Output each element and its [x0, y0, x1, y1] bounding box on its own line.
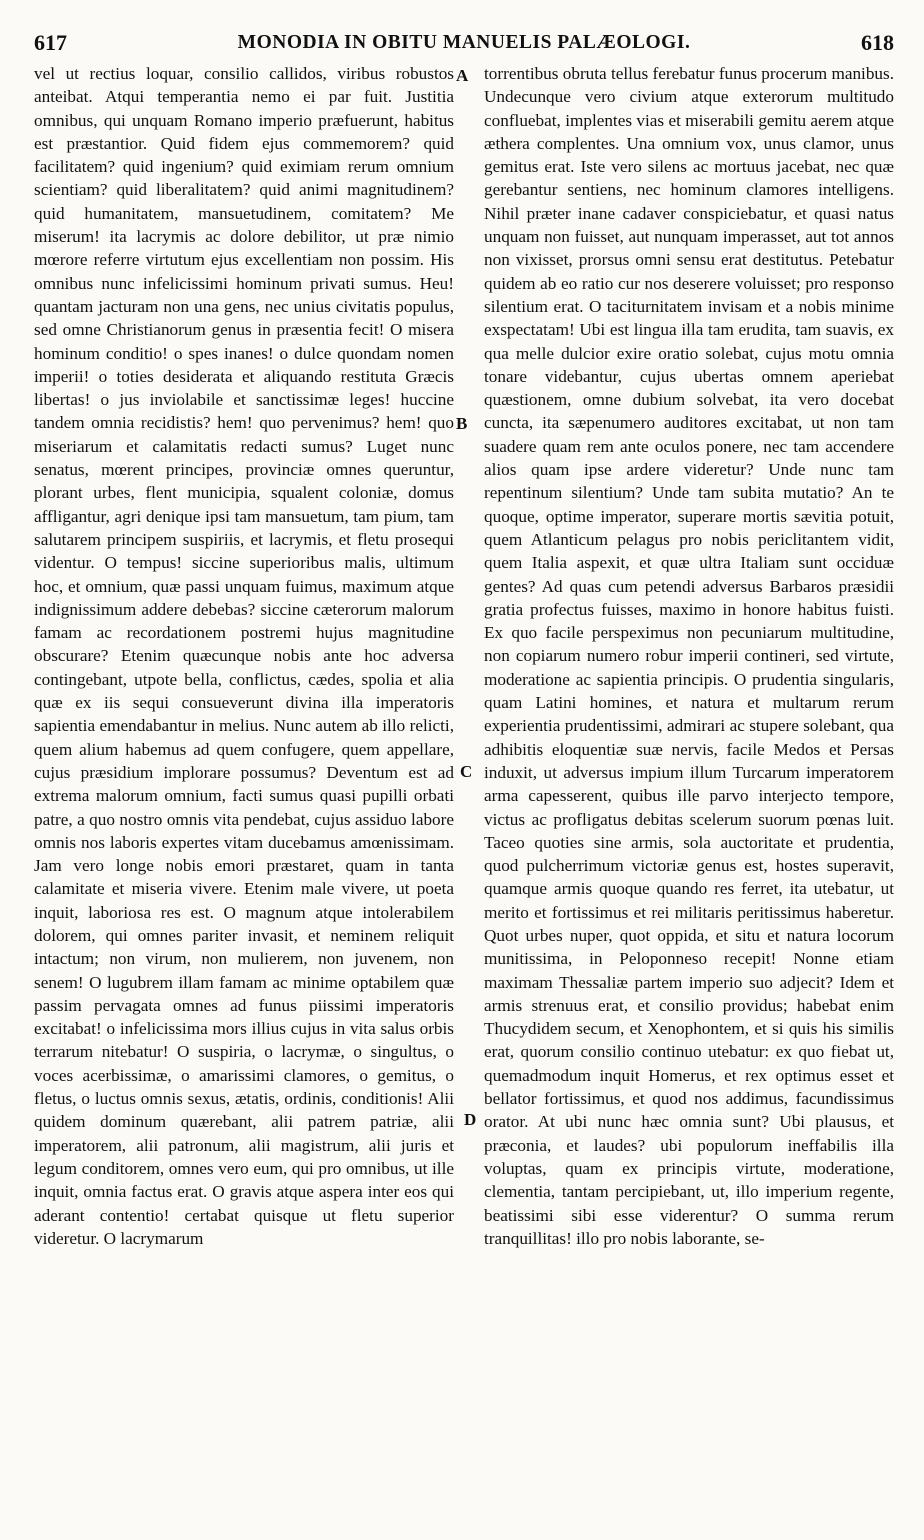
- section-marker-b: B: [456, 414, 468, 433]
- page-number-left: 617: [34, 30, 67, 55]
- column-left-text: vel ut rectius loquar, consilio callidos, viribus robustos anteibat. Atqui temperantia nemo ei par fuit. Justitia omnibus, qui unquam Romano imperio præfuerunt, habitus est præstantior. Quid fidem ejus commemorem? quid facilitatem? quid ingenium? quid eximiam rerum omnium scientiam? quid liberalitatem? quid animi magnitudinem? quid humanitatem, mansuetudinem, comitatem? Me miserum! ita lacrymis ac dolore debilitor, ut præ nimio mœrore referre virtutum ejus excellentiam non possim. His omnibus nunc infelicissimi hominum privati sumus. Heu! quantam jacturam non una gens, nec unius civitatis populus, sed omne Christianorum genus in præsentia fecit! O misera hominum conditio! o spes inanes! o dulce quondam nomen imperii! o toties desiderata et aliquando restituta Græcis libertas! o jus inviolabile et sanctissimæ leges! huccine tandem omnia recidistis? hem! quo pervenimus? hem! quo miseriarum et calamitatis redacti sumus? Luget nunc senatus, mœrent principes, provinciæ omnes queruntur, plorant urbes, flent municipia, squalent coloniæ, domus affligantur, agri denique ipsi tam mansuetum, tam pium, tam salutarem principem suspiriis, et lacrymis, et fletu prosequi videntur. O tempus! siccine superioribus malis, ultimum hoc, et omnium, quæ passi unquam fuimus, maximum atque indignissimum addere debebas? siccine cæterorum malorum famam ac recordationem postremi hujus magnitudine obscurare? Etenim quæcunque nobis ante hoc adversa contingebant, utpote bella, conflictus, cædes, spolia et alia quæ ex iis sequi consueverunt divina illa imperatoris sapientia emendabantur in melius. Nunc autem ab illo relicti, quem alium habemus ad quem confugere, quem appellare, cujus præsidium implorare possumus? Deventum est ad extrema malorum omnium, facti sumus quasi pupilli orbati patre, a quo nostro omnis vita pendebat, cujus assiduo labore omnis nos laboris expertes vitam ducebamus amœnissimam. Jam vero longe nobis emori præstaret, quam in tanta calamitate et miseria vivere. Etenim male vivere, ut poeta inquit, laboriosa res est. O magnum atque intolerabilem dolorem, qui omnes pariter invasit, et neminem reliquit intactum; non virum, non mulierem, non juvenem, non senem! O lugubrem illam famam ac minime optabilem quæ passim pervagata omnes ad funus piissimi imperatoris excitabat! o infelicissima mors illius cujus in vita salus orbis terrarum nitebatur! O suspiria, o lacrymæ, o singultus, o voces acerbissimæ, o amarissimi clamores, o gemitus, o fletus, o luctus omnis sexus, ætatis, ordinis, conditionis! Alii quidem dominum quærebant, alii patrem patriæ, alii imperatorem, alii patronum, alii magistrum, alii juris et legum conditorem, omnes vero eum, qui pro omnibus, ut ille inquit, omnia factus erat. O gravis atque aspera inter eos qui aderant contentio! certabat quisque ut fletu superior videretur. O lacrymarum: [34, 64, 454, 1248]
- section-marker-c: C: [460, 762, 473, 781]
- page-number-right: 618: [861, 30, 894, 55]
- section-marker-a: A: [456, 66, 469, 85]
- running-header: [34, 30, 894, 62]
- text-column-right: [484, 62, 894, 1514]
- column-right-text: torrentibus obruta tellus ferebatur funus procerum manibus. Undecunque vero civium atque exterorum multitudo confluebat, implentes vias et miserabili gemitu aerem atque æthera complentes. Una omnium vox, unus clamor, unus gemitus erat. Iste vero silens ac mortuus jacebat, nec quæ gerebantur sentiens, nec hominum clamores intelligens. Nihil præter inane cadaver conspiciebatur, et quasi natus unquam non fuisset, aut nunquam imperasset, aut tot annos non vixisset, prorsus omni sensu erat destitutus. Petebatur quidem ab eo ratio cur nos deserere voluisset; pro responso silentium erat. O taciturnitatem invisam et a nobis minime exspectatam! Ubi est lingua illa tam erudita, tam suavis, ex qua melle dulcior exire oratio solebat, cujus motu omnia tonare videbantur, cujus ubertas omnem aperiebat quæstionem, omne dubium solvebat, ita vero docebat cuncta, ita sæpenumero auditores excitabat, ut non tam suadere quam rem ante oculos ponere, nec tam accendere alios quam ipse ardere videretur? Unde nunc tam repentinum silentium? Unde tam subita mutatio? An te quoque, optime imperator, superare mortis sævitia potuit, quem Atlanticum pelagus pro nobis periclitantem vidit, quem Italia aspexit, et quæ ultra Italiam sunt occiduæ gentes? Ad quas cum petendi adversus Barbaros præsidii gratia profectus fuisses, maximo in honore habitus fuisti. Ex quo facile perspeximus non pecuniarum multitudine, non copiarum numero robur imperii contineri, sed virtute, moderatione ac sapientia principis. O prudentia singularis, quam Latini homines, et natura et multarum rerum experientia prudentissimi, admirari ac stupere solebant, qua adhibitis eloquentiæ suæ nervis, facile Medos et Persas induxit, ut adversus impium illum Turcarum imperatorem arma capesserent, quibus ille parvo interjecto tempore, victus ac profligatus debitas scelerum suorum pœnas luit. Taceo quoties sine armis, sola auctoritate et prudentia, quod pulcherrimum victoriæ genus est, hostes superavit, quamque armis quoque quando res ferret, ita utebatur, ut merito et fortissimus et rei militaris peritissimus haberetur. Quot urbes nuper, quot oppida, et situ et natura locorum munitissima, in Peloponneso recepit! Nonne etiam maximam Thessaliæ partem imperio suo adjecit? Idem et armis strenuus erat, et consilio providus; habebat enim Thucydidem secum, et Xenophontem, et si quis his similis erat, quorum consilio continuo utebatur: ex quo fiebat ut, quemadmodum inquit Homerus, et rex optimus esset et bellator fortissimus, et quod nos addimus, facundissimus orator. At ubi nunc hæc omnia sunt? Ubi plausus, et præconia, et laudes? ubi populorum ineffabilis illa voluptas, quam ex principis virtute, moderatione, clementia, tantam percipiebant, ut, illo imperium regente, beatissimi sibi esse viderentur? O summa rerum tranquillitas! illo pro nobis laborante, se-: [484, 64, 894, 1248]
- running-title: MONODIA IN OBITU MANUELIS PALÆOLOGI.: [237, 32, 691, 53]
- text-column-left: [34, 62, 454, 1514]
- section-marker-d: D: [464, 1110, 477, 1129]
